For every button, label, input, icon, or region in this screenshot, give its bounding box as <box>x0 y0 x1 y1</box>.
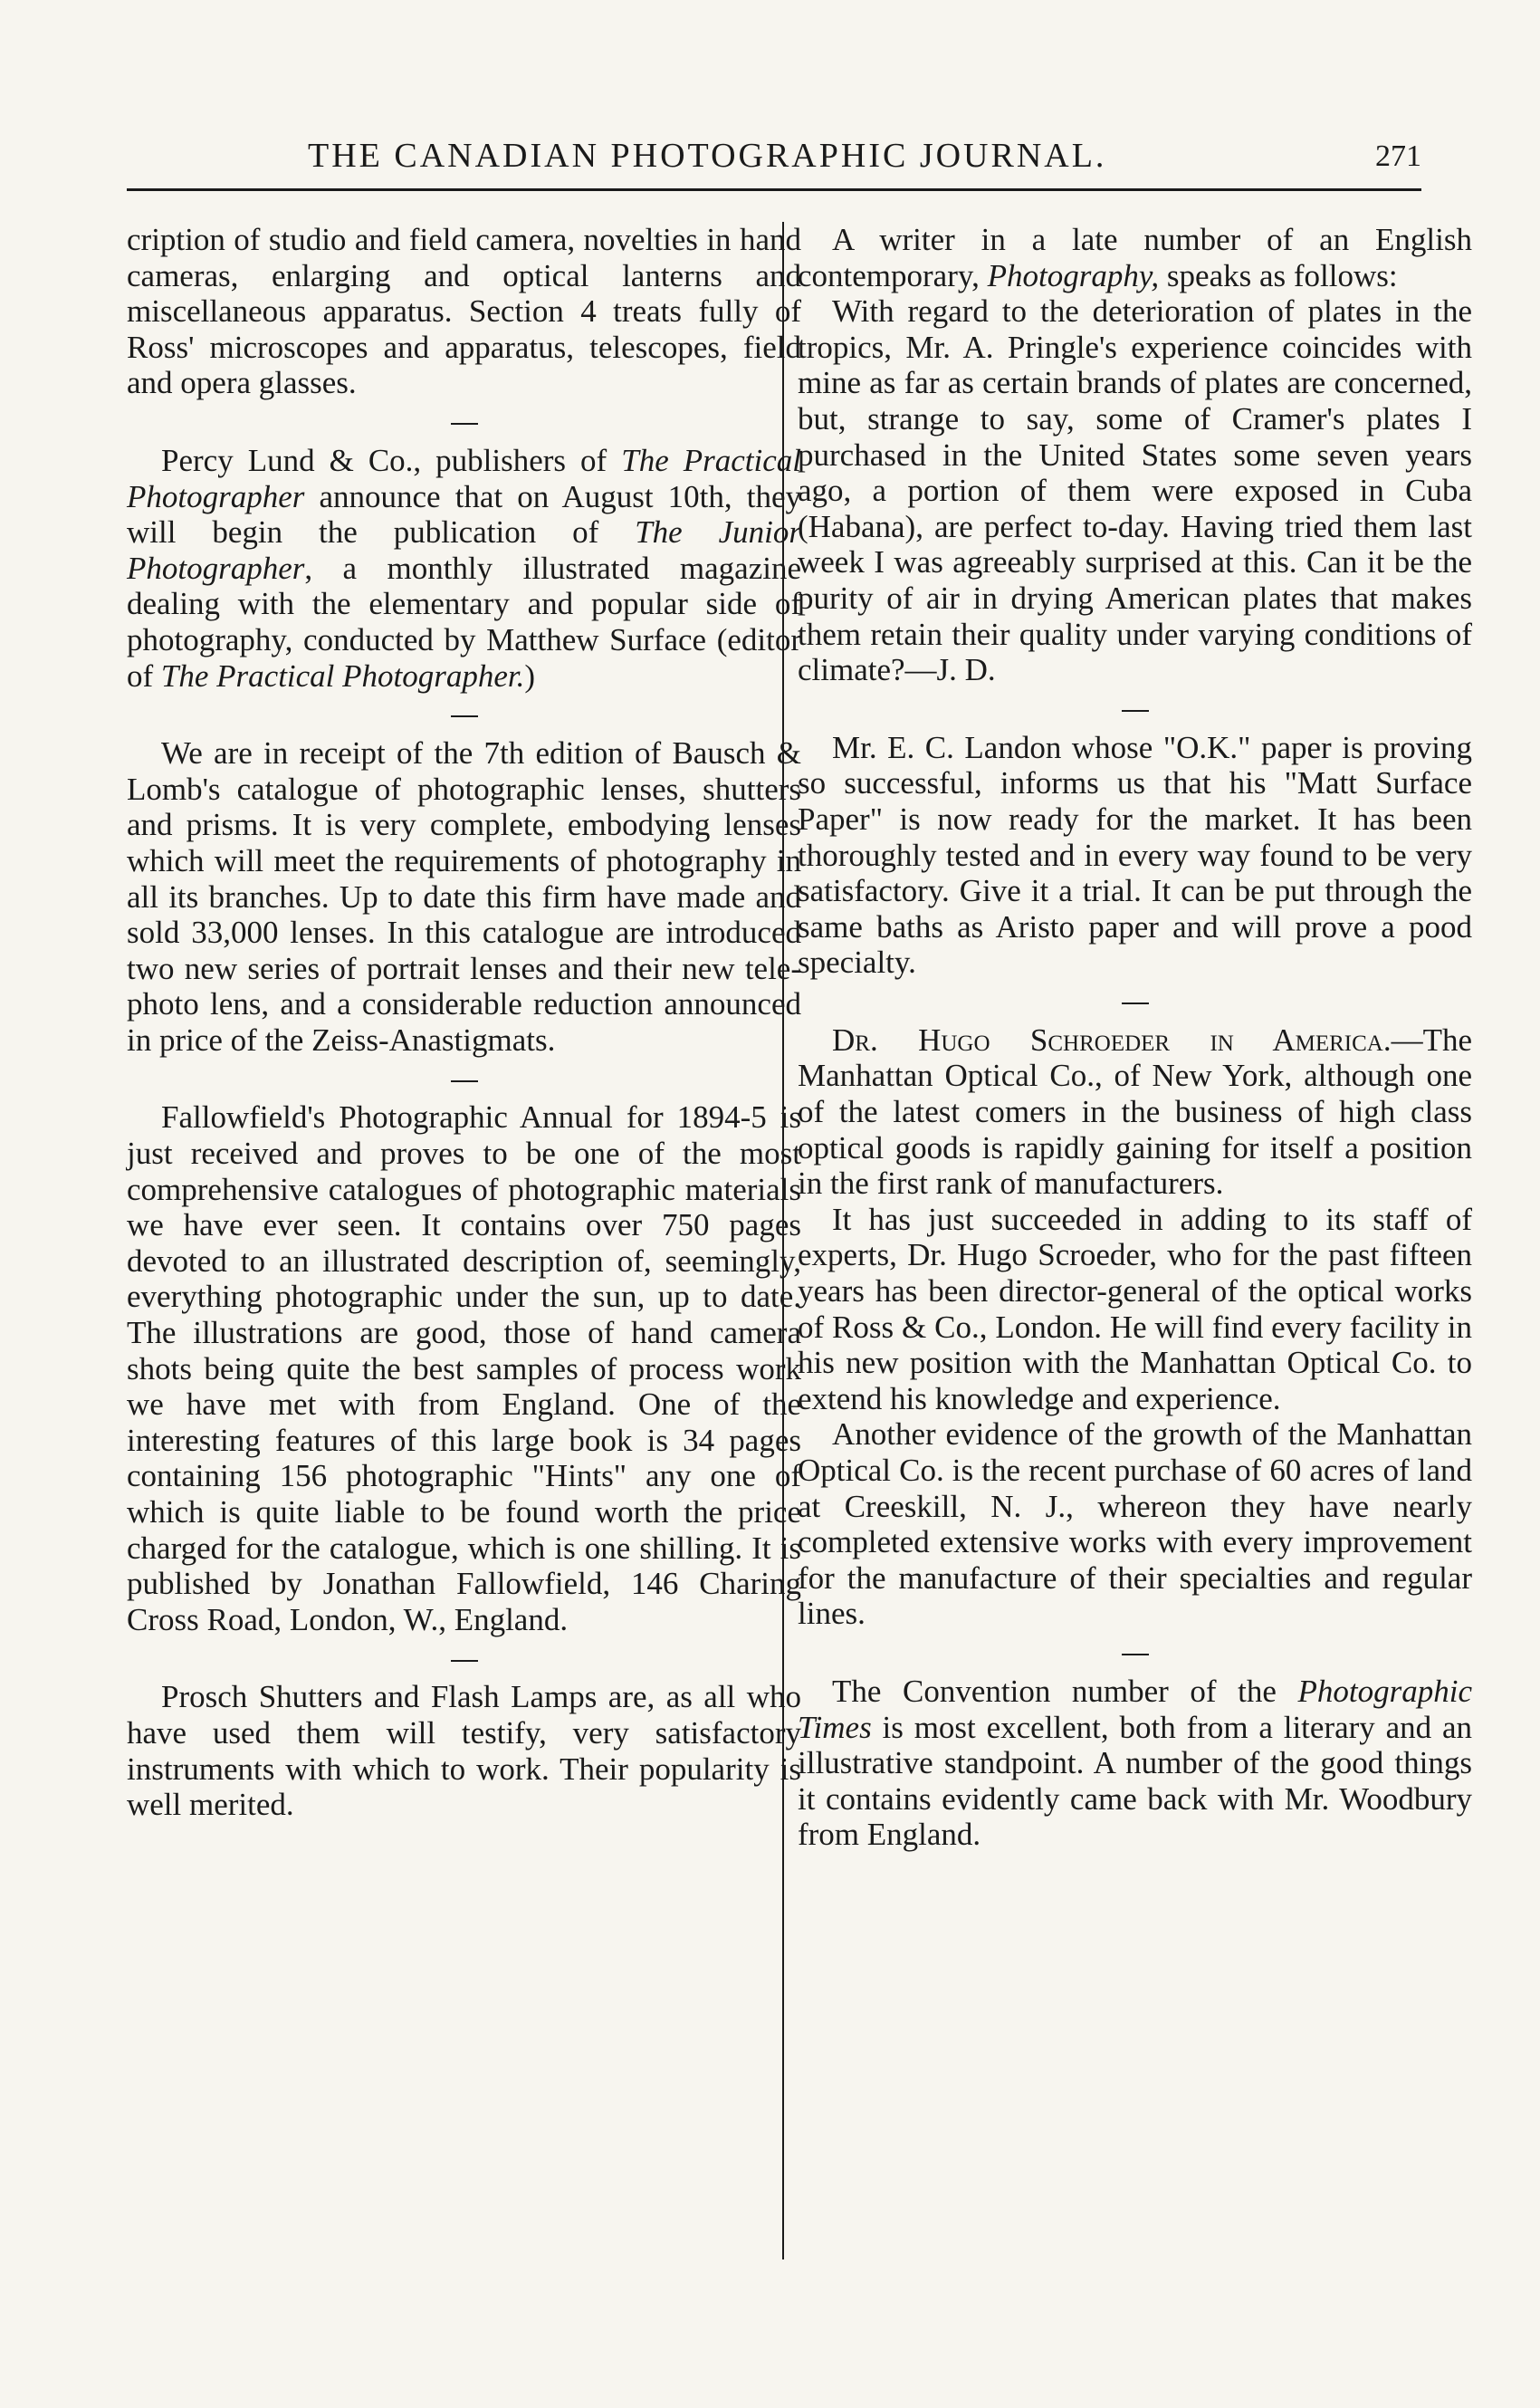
paragraph-percy-lund: Percy Lund & Co., publishers of The Practical Photographer announce that on August 10th, they will begin the publication of The Junior Photographer, a monthly illustrated magazine dealing with the elementary and popular side of photography, conducted by Matthew Surface (editor of The Practical Photographer.) <box>127 442 801 694</box>
separator <box>127 401 801 443</box>
paragraph-manhattan-growth: Another evidence of the growth of the Manhattan Optical Co. is the recent purchase of 60 acres of land at Creeskill, N. J., whereon they have nearly completed extensive works with every improvement for the manufacture of their specialties and regular lines. <box>798 1416 1472 1632</box>
left-column <box>127 222 801 1823</box>
page-header <box>127 134 1421 191</box>
paragraph-schroeder: Dr. Hugo Schroeder in America.—The Manhattan Optical Co., of New York, although one of the latest comers in the business of high class optical goods is rapidly gaining for itself a position in the first rank of manufacturers. <box>798 1022 1472 1202</box>
running-title: THE CANADIAN PHOTOGRAPHIC JOURNAL. <box>308 137 1107 175</box>
paragraph-staff-experts: It has just succeeded in adding to its staff of experts, Dr. Hugo Scroeder, who for the past fifteen years has been director-general of the optical works of Ross & Co., London. He will find every facility in his new position with the Manhattan Optical Co. to extend his knowledge and experience. <box>798 1201 1472 1416</box>
page-number: 271 <box>1375 139 1421 173</box>
separator <box>798 1632 1472 1674</box>
paragraph-fallowfield: Fallowfield's Photographic Annual for 1894-5 is just received and proves to be one of the most comprehensive catalogues of photographic materials we have ever seen. It contains over 750 pages devoted to an illustrated description of, seemingly, everything photographic under the sun, up to date. The illustrations are good, those of hand camera shots being quite the best samples of process work we have met with from England. One of the interesting features of this large book is 34 pages containing 156 photographic "Hints" any one of which is quite liable to be found worth the price charged for the catalogue, which is one shilling. It is published by Jonathan Fallowfield, 146 Charing Cross Road, London, W., England. <box>127 1099 801 1637</box>
separator <box>127 694 801 735</box>
right-column <box>798 222 1472 1853</box>
separator <box>798 688 1472 730</box>
separator <box>127 1058 801 1099</box>
paragraph-convention-number: The Convention number of the Photographic Times is most excellent, both from a literary and an illustrative standpoint. A number of the good things it contains evidently came back with Mr. Woodbury from England. <box>798 1673 1472 1853</box>
paragraph-ross-catalogue: cription of studio and field camera, novelties in hand cameras, enlarging and optical lanterns and miscellaneous apparatus. Section 4 treats fully of Ross' microscopes and apparatus, telescopes, field and opera glasses. <box>127 222 801 401</box>
separator <box>798 981 1472 1022</box>
section-heading-schroeder: Dr. Hugo Schroeder in America. <box>832 1022 1392 1058</box>
paragraph-tropics-plates: With regard to the deterioration of plates in the tropics, Mr. A. Pringle's experience coincides with mine as far as certain brands of plates are concerned, but, strange to say, some of Cramer's plates I purchased in the United States some seven years ago, a portion of them were exposed in Cuba (Habana), are perfect to-day. Having tried them last week I was agreeably surprised at this. Can it be the purity of air in drying American plates that makes them retain their quality under varying conditions of climate?—J. D. <box>798 293 1472 688</box>
separator <box>127 1637 801 1679</box>
paragraph-prosch-shutters: Prosch Shutters and Flash Lamps are, as all who have used them will testify, very satisfactory instruments with which to work. Their popularity is well merited. <box>127 1679 801 1823</box>
paragraph-landon: Mr. E. C. Landon whose "O.K." paper is proving so successful, informs us that his "Matt Surface Paper" is now ready for the market. It has been thoroughly tested and in every way found to be very satisfactory. Give it a trial. It can be put through the same baths as Aristo paper and will prove a pood specialty. <box>798 729 1472 981</box>
paragraph-bausch-lomb: We are in receipt of the 7th edition of Bausch & Lomb's catalogue of photographic lenses, shutters and prisms. It is very complete, embodying lenses which will meet the requirements of photography in all its branches. Up to date this firm have made and sold 33,000 lenses. In this catalogue are introduced two new series of portrait lenses and their new tele-photo lens, and a considerable reduction announced in price of the Zeiss-Anastigmats. <box>127 735 801 1058</box>
paragraph-writer-photography: A writer in a late number of an English contemporary, Photography, speaks as follows: <box>798 222 1472 293</box>
